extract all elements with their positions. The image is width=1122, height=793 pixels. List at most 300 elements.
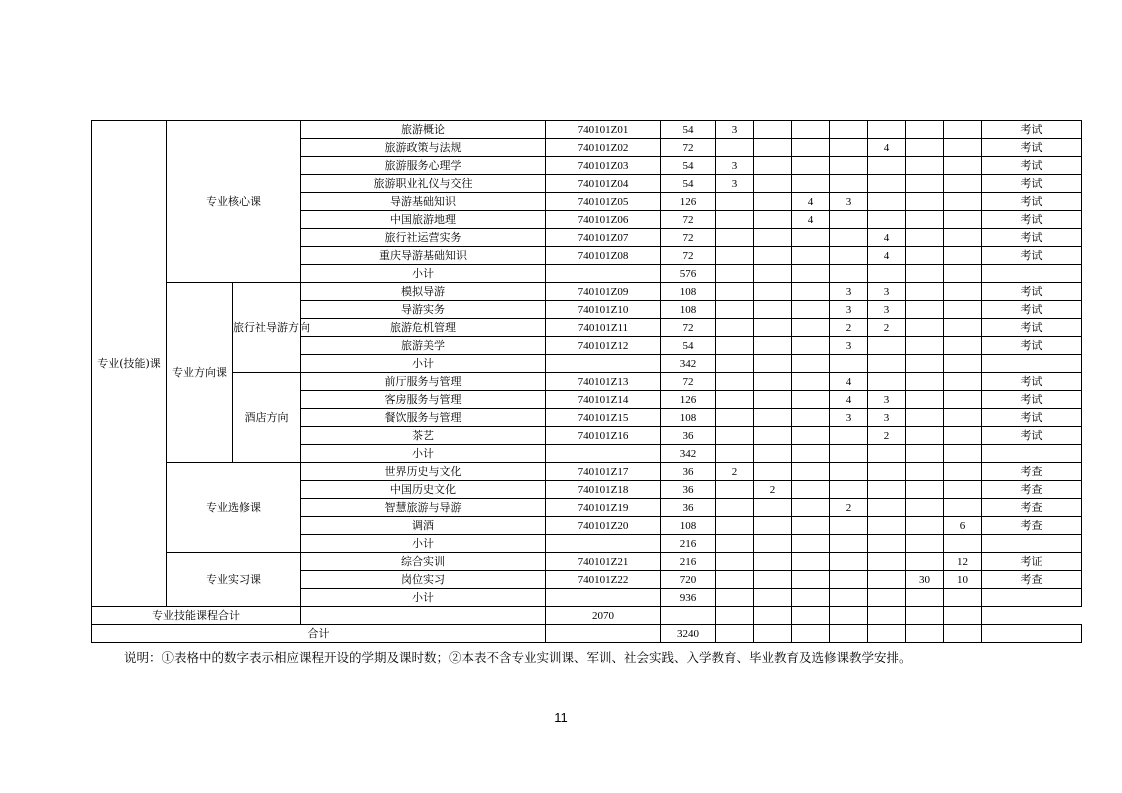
semester-hours [754, 193, 792, 211]
empty-cell [944, 607, 982, 625]
semester-hours [792, 283, 830, 301]
semester-hours [754, 553, 792, 571]
semester-hours [792, 301, 830, 319]
semester-hours [716, 427, 754, 445]
outer-category-label: 专业(技能)课 [92, 121, 167, 607]
group-label-practice: 专业实习课 [167, 553, 301, 607]
semester-hours [868, 373, 906, 391]
empty-cell [661, 607, 716, 625]
semester-hours [754, 319, 792, 337]
empty-cell [716, 625, 754, 643]
semester-hours: 3 [716, 157, 754, 175]
semester-hours [944, 283, 982, 301]
semester-hours [830, 571, 868, 589]
semester-hours [830, 211, 868, 229]
semester-hours [754, 337, 792, 355]
semester-hours [830, 247, 868, 265]
semester-hours: 3 [830, 283, 868, 301]
exam-type: 考查 [982, 517, 1082, 535]
course-name: 前厅服务与管理 [301, 373, 546, 391]
exam-type: 考试 [982, 211, 1082, 229]
exam-type: 考试 [982, 373, 1082, 391]
semester-hours [754, 463, 792, 481]
course-code: 740101Z03 [546, 157, 661, 175]
semester-hours [868, 121, 906, 139]
empty-cell [906, 589, 944, 607]
empty-cell [982, 265, 1082, 283]
course-name: 旅游美学 [301, 337, 546, 355]
semester-hours [830, 229, 868, 247]
group-label-elective: 专业选修课 [167, 463, 301, 553]
semester-hours [868, 499, 906, 517]
semester-hours [716, 301, 754, 319]
semester-hours [754, 283, 792, 301]
subtotal-label: 小计 [301, 355, 546, 373]
course-table [91, 120, 1082, 643]
course-code: 740101Z22 [546, 571, 661, 589]
empty-cell [982, 445, 1082, 463]
semester-hours [754, 571, 792, 589]
course-code: 740101Z05 [546, 193, 661, 211]
subtotal-label: 小计 [301, 535, 546, 553]
empty-cell [830, 265, 868, 283]
course-code: 740101Z04 [546, 175, 661, 193]
course-hours: 36 [661, 481, 716, 499]
semester-hours [792, 553, 830, 571]
semester-hours [716, 409, 754, 427]
course-hours: 72 [661, 373, 716, 391]
semester-hours [944, 499, 982, 517]
semester-hours: 2 [830, 319, 868, 337]
exam-type: 考试 [982, 427, 1082, 445]
semester-hours [754, 229, 792, 247]
course-row [92, 463, 1082, 481]
empty-cell [868, 265, 906, 283]
semester-hours: 3 [868, 283, 906, 301]
semester-hours: 3 [716, 175, 754, 193]
empty-cell [944, 445, 982, 463]
empty-cell [906, 535, 944, 553]
semester-hours [906, 157, 944, 175]
empty-cell [868, 355, 906, 373]
semester-hours [906, 247, 944, 265]
semester-hours: 3 [868, 391, 906, 409]
empty-cell [716, 589, 754, 607]
semester-hours [830, 157, 868, 175]
course-hours: 126 [661, 391, 716, 409]
course-code: 740101Z06 [546, 211, 661, 229]
grand-total-row [92, 625, 1082, 643]
semester-hours [716, 247, 754, 265]
empty-cell [830, 445, 868, 463]
semester-hours [868, 463, 906, 481]
course-code: 740101Z02 [546, 139, 661, 157]
empty-cell [830, 535, 868, 553]
empty-cell [754, 589, 792, 607]
empty-cell [546, 589, 661, 607]
exam-type: 考试 [982, 193, 1082, 211]
course-hours: 54 [661, 175, 716, 193]
semester-hours [754, 139, 792, 157]
empty-cell [754, 445, 792, 463]
semester-hours [754, 301, 792, 319]
course-name: 旅行社运营实务 [301, 229, 546, 247]
course-code: 740101Z15 [546, 409, 661, 427]
course-name: 岗位实习 [301, 571, 546, 589]
table-note: 说明：①表格中的数字表示相应课程开设的学期及课时数；②本表不含专业实训课、军训、社会实践、入学教育、毕业教育及选修课教学安排。 [124, 650, 912, 665]
course-hours: 720 [661, 571, 716, 589]
semester-hours [792, 499, 830, 517]
empty-cell [830, 625, 868, 643]
semester-hours [944, 427, 982, 445]
semester-hours [830, 121, 868, 139]
empty-cell [982, 535, 1082, 553]
exam-type: 考试 [982, 301, 1082, 319]
empty-cell [754, 355, 792, 373]
course-name: 餐饮服务与管理 [301, 409, 546, 427]
semester-hours [830, 481, 868, 499]
exam-type: 考试 [982, 157, 1082, 175]
empty-cell [868, 625, 906, 643]
semester-hours [906, 517, 944, 535]
semester-hours: 4 [868, 247, 906, 265]
semester-hours [944, 193, 982, 211]
empty-cell [944, 625, 982, 643]
course-hours: 36 [661, 499, 716, 517]
semester-hours: 3 [868, 409, 906, 427]
semester-hours [792, 481, 830, 499]
semester-hours: 4 [830, 373, 868, 391]
semester-hours: 2 [716, 463, 754, 481]
course-hours: 54 [661, 121, 716, 139]
semester-hours [906, 499, 944, 517]
semester-hours [716, 373, 754, 391]
course-hours: 216 [661, 553, 716, 571]
course-code: 740101Z10 [546, 301, 661, 319]
semester-hours [830, 463, 868, 481]
course-name: 世界历史与文化 [301, 463, 546, 481]
course-name: 智慧旅游与导游 [301, 499, 546, 517]
course-code: 740101Z19 [546, 499, 661, 517]
semester-hours [830, 175, 868, 193]
empty-cell [868, 607, 906, 625]
semester-hours: 30 [906, 571, 944, 589]
empty-cell [944, 589, 982, 607]
course-name: 导游基础知识 [301, 193, 546, 211]
empty-cell [546, 355, 661, 373]
empty-cell [792, 355, 830, 373]
semester-hours: 10 [944, 571, 982, 589]
semester-hours [792, 247, 830, 265]
semester-hours: 4 [868, 229, 906, 247]
skill-total-row [92, 607, 1082, 625]
course-code: 740101Z12 [546, 337, 661, 355]
semester-hours: 3 [868, 301, 906, 319]
semester-hours [944, 481, 982, 499]
empty-cell [792, 625, 830, 643]
empty-cell [944, 535, 982, 553]
semester-hours [944, 337, 982, 355]
empty-cell [982, 625, 1082, 643]
semester-hours: 3 [830, 409, 868, 427]
course-hours: 126 [661, 193, 716, 211]
semester-hours [868, 175, 906, 193]
empty-cell [830, 355, 868, 373]
semester-hours [944, 319, 982, 337]
semester-hours [906, 553, 944, 571]
grand-total-hours: 3240 [661, 625, 716, 643]
course-hours: 36 [661, 463, 716, 481]
semester-hours [944, 139, 982, 157]
semester-hours [944, 229, 982, 247]
exam-type: 考试 [982, 229, 1082, 247]
course-code: 740101Z07 [546, 229, 661, 247]
semester-hours [792, 121, 830, 139]
semester-hours: 6 [944, 517, 982, 535]
empty-cell [792, 589, 830, 607]
semester-hours [716, 571, 754, 589]
empty-cell [982, 589, 1082, 607]
course-row [92, 121, 1082, 139]
semester-hours [792, 463, 830, 481]
course-name: 综合实训 [301, 553, 546, 571]
semester-hours [792, 373, 830, 391]
course-code: 740101Z08 [546, 247, 661, 265]
semester-hours [754, 409, 792, 427]
exam-type: 考查 [982, 463, 1082, 481]
semester-hours [944, 301, 982, 319]
course-name: 调酒 [301, 517, 546, 535]
semester-hours [906, 463, 944, 481]
semester-hours [792, 175, 830, 193]
semester-hours [754, 211, 792, 229]
semester-hours [868, 211, 906, 229]
course-row [92, 553, 1082, 571]
course-name: 中国旅游地理 [301, 211, 546, 229]
course-row [92, 373, 1082, 391]
semester-hours [906, 409, 944, 427]
course-row [92, 283, 1082, 301]
course-hours: 54 [661, 337, 716, 355]
semester-hours [830, 517, 868, 535]
semester-hours [792, 391, 830, 409]
empty-cell [868, 535, 906, 553]
semester-hours [830, 427, 868, 445]
semester-hours: 4 [792, 211, 830, 229]
subtotal-hours: 342 [661, 355, 716, 373]
empty-cell [301, 607, 546, 625]
semester-hours [906, 283, 944, 301]
semester-hours [868, 481, 906, 499]
semester-hours [792, 229, 830, 247]
course-code: 740101Z09 [546, 283, 661, 301]
semester-hours [906, 301, 944, 319]
empty-cell [546, 625, 661, 643]
semester-hours [906, 337, 944, 355]
empty-cell [906, 607, 944, 625]
semester-hours: 3 [830, 301, 868, 319]
empty-cell [792, 265, 830, 283]
semester-hours [792, 409, 830, 427]
semester-hours [944, 247, 982, 265]
semester-hours [944, 157, 982, 175]
semester-hours [792, 571, 830, 589]
skill-total-label: 专业技能课程合计 [92, 607, 301, 625]
semester-hours [716, 337, 754, 355]
subtotal-hours: 576 [661, 265, 716, 283]
semester-hours [944, 121, 982, 139]
semester-hours [906, 175, 944, 193]
course-code: 740101Z20 [546, 517, 661, 535]
exam-type: 考查 [982, 481, 1082, 499]
semester-hours [716, 139, 754, 157]
course-hours: 108 [661, 517, 716, 535]
empty-cell [944, 265, 982, 283]
semester-hours [944, 463, 982, 481]
course-name: 导游实务 [301, 301, 546, 319]
semester-hours: 2 [868, 427, 906, 445]
course-code: 740101Z17 [546, 463, 661, 481]
course-name: 旅游服务心理学 [301, 157, 546, 175]
empty-cell [868, 445, 906, 463]
semester-hours [906, 481, 944, 499]
semester-hours [906, 121, 944, 139]
empty-cell [716, 445, 754, 463]
semester-hours [944, 175, 982, 193]
semester-hours [868, 337, 906, 355]
exam-type: 考证 [982, 553, 1082, 571]
course-name: 客房服务与管理 [301, 391, 546, 409]
exam-type: 考试 [982, 247, 1082, 265]
empty-cell [754, 607, 792, 625]
semester-hours [754, 121, 792, 139]
semester-hours: 4 [830, 391, 868, 409]
subgroup-label-hotel: 酒店方向 [233, 373, 301, 463]
semester-hours [754, 175, 792, 193]
semester-hours: 3 [716, 121, 754, 139]
empty-cell [546, 445, 661, 463]
exam-type: 考试 [982, 409, 1082, 427]
course-table-body [92, 121, 1082, 643]
course-hours: 108 [661, 283, 716, 301]
semester-hours: 2 [830, 499, 868, 517]
course-name: 旅游政策与法规 [301, 139, 546, 157]
semester-hours [906, 193, 944, 211]
course-hours: 108 [661, 301, 716, 319]
semester-hours [792, 319, 830, 337]
empty-cell [906, 265, 944, 283]
semester-hours [716, 391, 754, 409]
semester-hours: 2 [868, 319, 906, 337]
semester-hours [906, 391, 944, 409]
exam-type: 考试 [982, 319, 1082, 337]
course-code: 740101Z11 [546, 319, 661, 337]
empty-cell [830, 589, 868, 607]
semester-hours [716, 517, 754, 535]
course-name: 旅游职业礼仪与交往 [301, 175, 546, 193]
empty-cell [792, 535, 830, 553]
course-name: 茶艺 [301, 427, 546, 445]
course-code: 740101Z18 [546, 481, 661, 499]
semester-hours [716, 193, 754, 211]
semester-hours [716, 211, 754, 229]
semester-hours [906, 373, 944, 391]
empty-cell [716, 535, 754, 553]
semester-hours [830, 139, 868, 157]
course-hours: 72 [661, 139, 716, 157]
semester-hours [792, 517, 830, 535]
course-hours: 54 [661, 157, 716, 175]
exam-type: 考试 [982, 391, 1082, 409]
semester-hours [906, 319, 944, 337]
course-name: 模拟导游 [301, 283, 546, 301]
empty-cell [792, 607, 830, 625]
semester-hours [792, 337, 830, 355]
semester-hours: 2 [754, 481, 792, 499]
exam-type: 考查 [982, 499, 1082, 517]
semester-hours [868, 571, 906, 589]
subtotal-hours: 342 [661, 445, 716, 463]
semester-hours [716, 553, 754, 571]
semester-hours [944, 409, 982, 427]
course-hours: 108 [661, 409, 716, 427]
semester-hours [906, 427, 944, 445]
semester-hours [716, 229, 754, 247]
semester-hours [754, 517, 792, 535]
group-label-direction: 专业方向课 [167, 283, 233, 463]
semester-hours: 4 [868, 139, 906, 157]
empty-cell [716, 355, 754, 373]
exam-type: 考试 [982, 175, 1082, 193]
semester-hours [906, 211, 944, 229]
subtotal-hours: 216 [661, 535, 716, 553]
semester-hours: 3 [830, 337, 868, 355]
exam-type: 考试 [982, 337, 1082, 355]
course-name: 旅游危机管理 [301, 319, 546, 337]
empty-cell [716, 265, 754, 283]
semester-hours [792, 157, 830, 175]
course-code: 740101Z21 [546, 553, 661, 571]
course-code: 740101Z13 [546, 373, 661, 391]
exam-type: 考试 [982, 121, 1082, 139]
semester-hours [868, 553, 906, 571]
course-hours: 72 [661, 319, 716, 337]
empty-cell [982, 355, 1082, 373]
semester-hours [792, 427, 830, 445]
exam-type: 考查 [982, 571, 1082, 589]
semester-hours [716, 319, 754, 337]
course-hours: 36 [661, 427, 716, 445]
subtotal-label: 小计 [301, 265, 546, 283]
semester-hours [754, 427, 792, 445]
empty-cell [546, 535, 661, 553]
semester-hours [944, 373, 982, 391]
semester-hours [754, 157, 792, 175]
semester-hours [754, 373, 792, 391]
empty-cell [830, 607, 868, 625]
empty-cell [546, 265, 661, 283]
semester-hours: 12 [944, 553, 982, 571]
semester-hours [830, 553, 868, 571]
semester-hours [944, 211, 982, 229]
semester-hours [906, 229, 944, 247]
course-code: 740101Z01 [546, 121, 661, 139]
empty-cell [944, 355, 982, 373]
empty-cell [792, 445, 830, 463]
semester-hours [868, 517, 906, 535]
empty-cell [906, 355, 944, 373]
semester-hours [716, 481, 754, 499]
